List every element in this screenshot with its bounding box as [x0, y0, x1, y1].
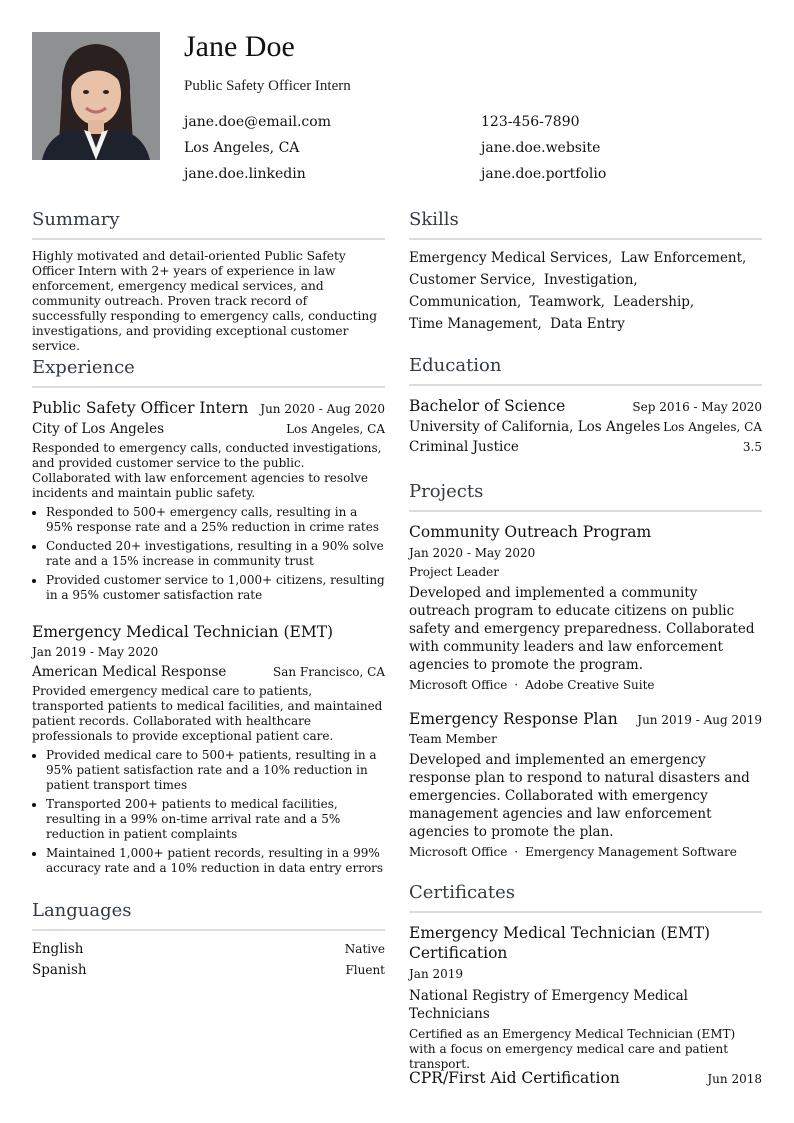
project-dates: Jun 2019 - Aug 2019 — [637, 713, 762, 727]
job-company: City of Los Angeles — [32, 421, 165, 437]
job-entry — [32, 399, 385, 607]
certificate-name: Emergency Medical Technician (EMT) Certification — [409, 924, 711, 962]
skill-item: Teamwork, — [529, 294, 605, 310]
job-bullet: • Provided customer service to 1,000+ citizens, resulting in a 95% customer satisfaction rate — [46, 573, 385, 603]
project-role: Project Leader — [409, 565, 499, 579]
skill-item: Leadership, — [613, 294, 695, 310]
languages-list — [32, 941, 385, 978]
contact-phone[interactable]: 123-456-7890 — [481, 114, 580, 130]
separator-dot-icon: · — [514, 678, 519, 692]
profile-photo-icon — [32, 32, 160, 160]
summary-heading: Summary — [32, 209, 385, 240]
gpa: 3.5 — [742, 440, 762, 454]
language-level: Native — [344, 942, 385, 956]
job-company: American Medical Response — [32, 664, 227, 680]
certificates-heading: Certificates — [409, 882, 762, 913]
tool-item: Adobe Creative Suite — [525, 678, 655, 692]
job-bullet: • Maintained 1,000+ patient records, resulting in a 99% accuracy rate and a 10% reduction in data entry errors — [46, 846, 385, 876]
job-bullets — [32, 505, 385, 603]
language-item — [32, 962, 385, 978]
job-dates: Jan 2019 - May 2020 — [32, 645, 159, 659]
project-name: Emergency Response Plan — [409, 710, 618, 728]
certificate-date: Jan 2019 — [409, 967, 464, 981]
skills-heading: Skills — [409, 209, 762, 240]
job-title: Emergency Medical Technician (EMT) — [32, 623, 334, 641]
project-tools — [409, 678, 762, 692]
language-name: English — [32, 941, 84, 957]
skill-item: Time Management, — [409, 316, 542, 332]
skill-item: Law Enforcement, — [620, 250, 747, 266]
project-description: Developed and implemented an emergency response plan to respond to natural disasters and emergencies. Collaborated with emergency management agencies and law enforcement agencies to promote the plan. — [409, 752, 750, 840]
school-location: Los Angeles, CA — [663, 420, 762, 434]
tool-item: Emergency Management Software — [525, 845, 737, 859]
tool-item: Microsoft Office — [409, 845, 508, 859]
separator-dot-icon: · — [514, 845, 519, 859]
language-name: Spanish — [32, 962, 87, 978]
skill-item: Communication, — [409, 294, 522, 310]
skill-item: Customer Service, — [409, 272, 536, 288]
certificate-date: Jun 2018 — [707, 1072, 762, 1086]
job-location: San Francisco, CA — [272, 665, 385, 679]
project-name: Community Outreach Program — [409, 523, 652, 541]
certificate-description: Certified as an Emergency Medical Technician (EMT) with a focus on emergency medical care and patient transport. — [409, 1027, 736, 1071]
projects-heading: Projects — [409, 481, 762, 512]
tool-item: Microsoft Office — [409, 678, 508, 692]
job-bullets — [32, 748, 385, 876]
contact-location: Los Angeles, CA — [184, 140, 300, 156]
degree: Bachelor of Science — [409, 397, 566, 415]
experience-heading: Experience — [32, 357, 385, 388]
certificate-issuer: National Registry of Emergency Medical Technicians — [409, 988, 688, 1022]
education-heading: Education — [409, 355, 762, 386]
job-entry — [32, 623, 385, 880]
job-bullet: • Provided medical care to 500+ patients, resulting in a 95% patient satisfaction rate and a 10% reduction in patient transport times — [46, 748, 385, 793]
profile-photo — [32, 32, 160, 160]
skills-list — [409, 247, 762, 335]
project-dates: Jan 2020 - May 2020 — [409, 546, 536, 560]
contact-linkedin[interactable]: jane.doe.linkedin — [184, 166, 306, 182]
job-bullet: • Responded to 500+ emergency calls, resulting in a 95% response rate and a 25% reduction in crime rates — [46, 505, 385, 535]
skill-item: Data Entry — [550, 316, 625, 332]
field-of-study: Criminal Justice — [409, 439, 519, 455]
language-item — [32, 941, 385, 957]
project-tools — [409, 845, 762, 859]
project-entry — [409, 523, 762, 692]
job-description: Provided emergency medical care to patients, transported patients to medical facilities, and maintained patient records. Collaborated with healthcare professionals to provide exceptional patient care. — [32, 684, 383, 743]
project-description: Developed and implemented a community outreach program to educate citizens on public safety and emergency preparedness. Collaborated with community leaders and law enforcement agencies to promote the program. — [409, 585, 755, 673]
certificate-entry — [409, 923, 762, 1072]
project-role: Team Member — [409, 732, 497, 746]
candidate-name: Jane Doe — [184, 30, 295, 63]
job-bullet: • Conducted 20+ investigations, resulting in a 90% solve rate and a 15% increase in community trust — [46, 539, 385, 569]
skill-item: Investigation, — [543, 272, 638, 288]
education-entry — [409, 397, 762, 455]
languages-heading: Languages — [32, 900, 385, 931]
summary-text: Highly motivated and detail-oriented Public Safety Officer Intern with 2+ years of experience in law enforcement, emergency medical services, and community outreach. Proven track record of successfully responding to emergency calls, conducting investigations, and providing exceptional customer service. — [32, 249, 378, 353]
contact-email[interactable]: jane.doe@email.com — [184, 114, 331, 130]
school: University of California, Los Angeles — [409, 419, 661, 435]
language-level: Fluent — [345, 963, 385, 977]
certificate-name: CPR/First Aid Certification — [409, 1069, 620, 1087]
job-bullet: • Transported 200+ patients to medical facilities, resulting in a 99% on-time arrival rate and a 5% reduction in patient complaints — [46, 797, 385, 842]
job-title: Public Safety Officer Intern — [32, 399, 249, 417]
project-entry — [409, 710, 762, 859]
contact-portfolio[interactable]: jane.doe.portfolio — [481, 166, 607, 182]
certificate-entry — [409, 1069, 762, 1087]
candidate-role: Public Safety Officer Intern — [184, 78, 351, 94]
job-location: Los Angeles, CA — [286, 422, 385, 436]
job-dates: Jun 2020 - Aug 2020 — [260, 402, 385, 416]
contact-website[interactable]: jane.doe.website — [481, 140, 601, 156]
skill-item: Emergency Medical Services, — [409, 250, 613, 266]
education-dates: Sep 2016 - May 2020 — [632, 400, 762, 414]
job-description: Responded to emergency calls, conducted investigations, and provided customer service to the public. Collaborated with law enforcement agencies to resolve incidents and maintain public safety. — [32, 441, 382, 500]
